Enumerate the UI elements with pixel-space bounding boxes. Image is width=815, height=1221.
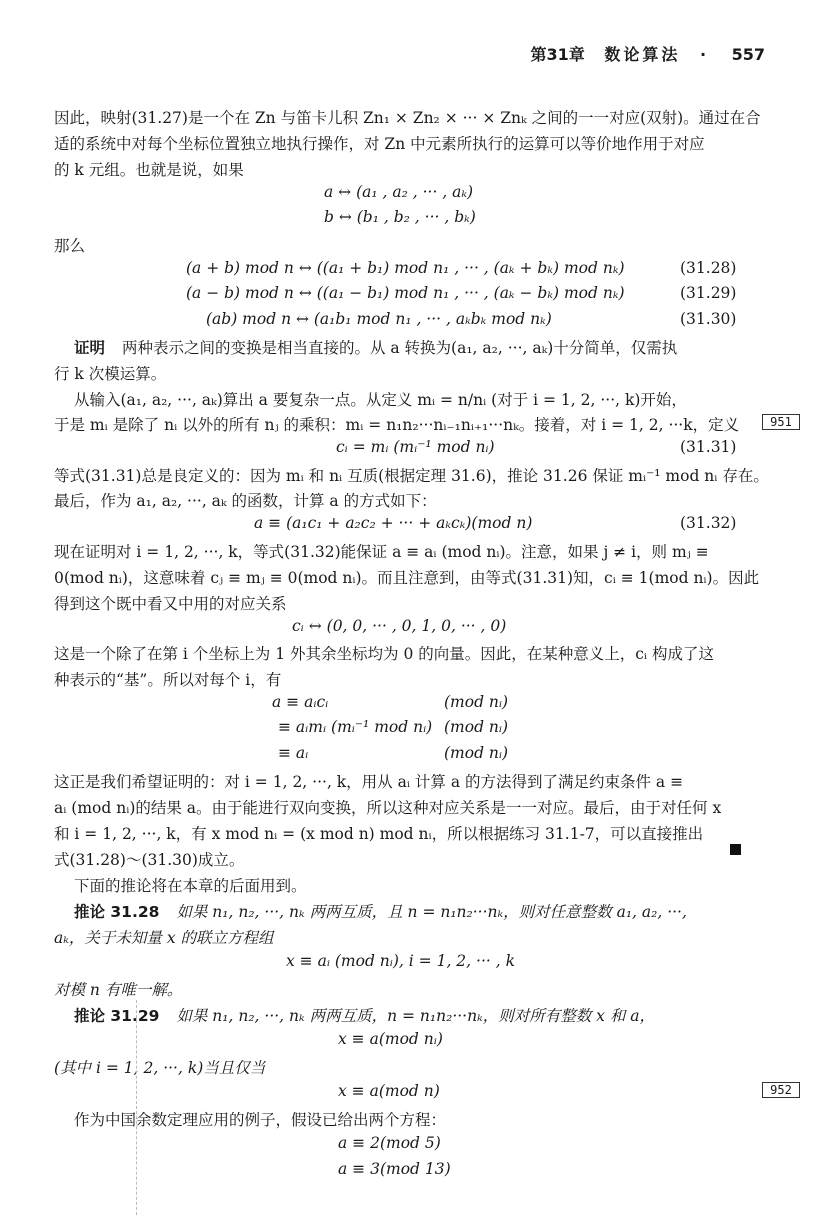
text-line: aᵢ (mod nᵢ)的结果 a。由于能进行双向变换，所以这种对应关系是一一对应。最后，由于对任何 x: [54, 799, 722, 817]
text-line: 式(31.28)～(31.30)成立。: [54, 851, 245, 869]
equation: cᵢ = mᵢ (mᵢ⁻¹ mod nᵢ): [336, 438, 495, 456]
text-line: 行 k 次模运算。: [54, 365, 167, 383]
chapter-number: 第31章: [530, 45, 585, 64]
corollary-line: [74, 900, 687, 922]
chapter-title: 数论算法: [604, 45, 681, 64]
text-line: 那么: [54, 237, 86, 255]
page-number: 557: [731, 45, 765, 64]
equation: (a + b) mod n ↔ ((a₁ + b₁) mod n₁ , ··· , (aₖ + bₖ) mod nₖ): [186, 259, 625, 277]
text-line: 得到这个既中看又中用的对应关系: [54, 595, 287, 613]
corollary-text: (其中 i = 1, 2, ···, k)当且仅当: [54, 1059, 266, 1077]
text-line: 和 i = 1, 2, ···, k，有 x mod nᵢ = (x mod n) mod nᵢ，所以根据练习 31.1-7，可以直接推出: [54, 825, 704, 843]
equation: a ↔ (a₁ , a₂ , ··· , aₖ): [324, 183, 474, 201]
text-line: 最后，作为 a₁, a₂, ···, aₖ 的函数，计算 a 的方式如下：: [54, 492, 437, 510]
text-line: 这是一个除了在第 i 个坐标上为 1 外其余坐标均为 0 的向量。因此，在某种意义上，cᵢ 构成了这: [54, 645, 714, 663]
aligned-equation-right: (mod nᵢ): [444, 718, 509, 736]
margin-page-ref: 952: [762, 1082, 800, 1098]
equation: x ≡ a(mod n): [338, 1082, 440, 1100]
text-line: 适的系统中对每个坐标位置独立地执行操作，对 Zn 中元素所执行的运算可以等价地作用于对应: [54, 135, 705, 153]
text-line: 因此，映射(31.27)是一个在 Zn 与笛卡儿积 Zn₁ × Zn₂ × ··· × Znₖ 之间的一一对应(双射)。通过在合: [54, 109, 761, 127]
equation: x ≡ a(mod nᵢ): [338, 1030, 443, 1048]
text-line: 现在证明对 i = 1, 2, ···, k，等式(31.32)能保证 a ≡ aᵢ (mod nᵢ)。注意，如果 j ≠ i，则 mⱼ ≡: [54, 543, 709, 561]
page-header: [524, 42, 765, 65]
margin-page-ref: 951: [762, 414, 800, 430]
text-line: 这正是我们希望证明的：对 i = 1, 2, ···, k，用从 aᵢ 计算 a 的方法得到了满足约束条件 a ≡: [54, 773, 684, 791]
scan-fold-line: [136, 1000, 137, 1215]
text-line: 下面的推论将在本章的后面用到。: [74, 877, 307, 895]
equation: (a − b) mod n ↔ ((a₁ − b₁) mod n₁ , ··· , (aₖ − bₖ) mod nₖ): [186, 284, 625, 302]
equation-number: (31.30): [680, 310, 737, 328]
corollary-text: 如果 n₁, n₂, ···, nₖ 两两互质，n = n₁n₂···nₖ，则对所有整数 x 和 a，: [176, 1007, 655, 1025]
equation: (ab) mod n ↔ (a₁b₁ mod n₁ , ··· , aₖbₖ mod nₖ): [206, 310, 552, 328]
corollary-text: 如果 n₁, n₂, ···, nₖ 两两互质，且 n = n₁n₂···nₖ，则对任意整数 a₁, a₂, ···,: [176, 903, 687, 921]
aligned-equation-right: (mod nᵢ): [444, 693, 509, 711]
equation-number: (31.29): [680, 284, 737, 302]
text-line: 于是 mᵢ 是除了 nᵢ 以外的所有 nⱼ 的乘积：mᵢ = n₁n₂···nᵢ₋₁nᵢ₊₁···nₖ。接着，对 i = 1, 2, ···k，定义: [54, 416, 740, 434]
aligned-equation-left: a ≡ aᵢcᵢ: [272, 693, 329, 711]
corollary-label: 推论 31.28: [74, 903, 160, 921]
corollary-line: [74, 1004, 655, 1026]
aligned-equation-left: ≡ aᵢmᵢ (mᵢ⁻¹ mod nᵢ): [278, 718, 433, 736]
equation: a ≡ (a₁c₁ + a₂c₂ + ··· + aₖcₖ)(mod n): [254, 514, 533, 532]
corollary-label: 推论 31.29: [74, 1007, 160, 1025]
text-line: 等式(31.31)总是良定义的：因为 mᵢ 和 nᵢ 互质(根据定理 31.6)，推论 31.26 保证 mᵢ⁻¹ mod nᵢ 存在。: [54, 467, 769, 485]
text-line: 从输入(a₁, a₂, ···, aₖ)算出 a 要复杂一点。从定义 mᵢ = n/nᵢ (对于 i = 1, 2, ···, k)开始，: [74, 391, 687, 409]
equation: a ≡ 3(mod 13): [338, 1160, 451, 1178]
proof-line: [74, 336, 677, 358]
aligned-equation-left: ≡ aᵢ: [278, 744, 309, 762]
equation-number: (31.32): [680, 514, 737, 532]
equation: a ≡ 2(mod 5): [338, 1134, 441, 1152]
equation: cᵢ ↔ (0, 0, ··· , 0, 1, 0, ··· , 0): [292, 617, 507, 635]
text-line: 种表示的“基”。所以对每个 i，有: [54, 671, 282, 689]
proof-text: 两种表示之间的变换是相当直接的。从 a 转换为(a₁, a₂, ···, aₖ)十分简单，仅需执: [121, 339, 678, 357]
qed-square-icon: [730, 844, 741, 855]
header-dot: ·: [699, 45, 707, 64]
text-line: 作为中国余数定理应用的例子，假设已给出两个方程：: [74, 1111, 447, 1129]
corollary-text: aₖ，关于未知量 x 的联立方程组: [54, 929, 274, 947]
equation: x ≡ aᵢ (mod nᵢ), i = 1, 2, ··· , k: [286, 952, 515, 970]
text-line: 0(mod nᵢ)，这意味着 cⱼ ≡ mⱼ ≡ 0(mod nᵢ)。而且注意到，由等式(31.31)知，cᵢ ≡ 1(mod nᵢ)。因此: [54, 569, 760, 587]
equation-number: (31.28): [680, 259, 737, 277]
aligned-equation-right: (mod nᵢ): [444, 744, 509, 762]
equation-number: (31.31): [680, 438, 737, 456]
text-line: 的 k 元组。也就是说，如果: [54, 161, 244, 179]
proof-label: 证明: [74, 338, 106, 357]
corollary-text: 对模 n 有唯一解。: [54, 981, 183, 999]
equation: b ↔ (b₁ , b₂ , ··· , bₖ): [324, 208, 476, 226]
